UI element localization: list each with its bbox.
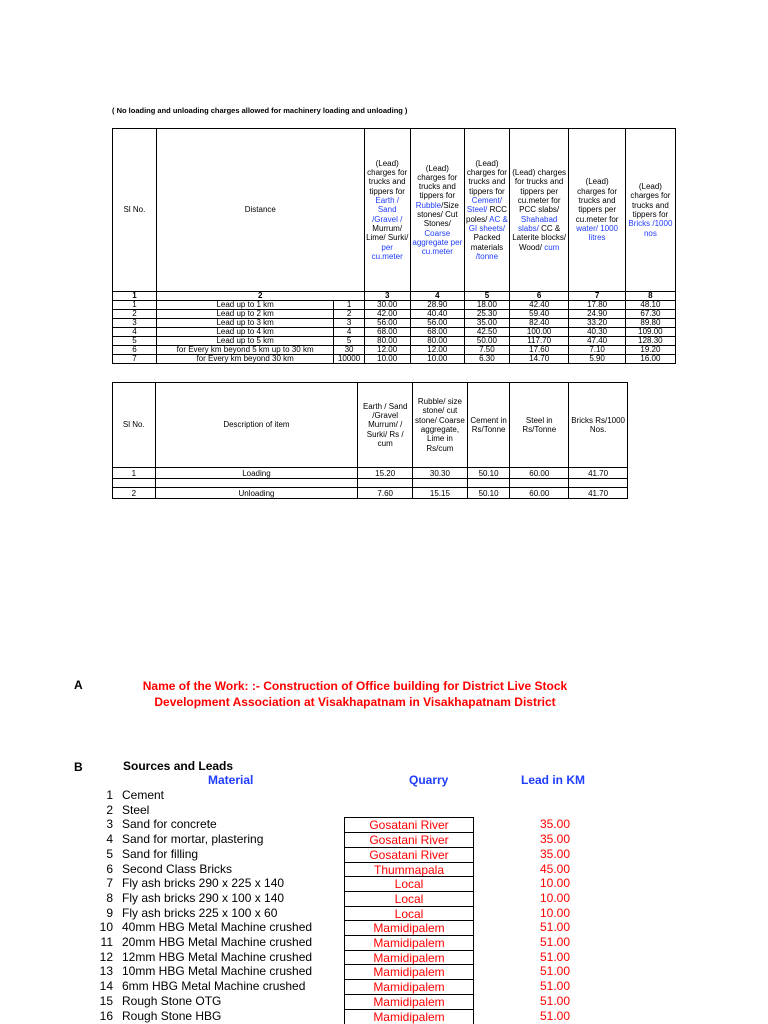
list-item bbox=[0, 906, 768, 921]
material-name: Fly ash bricks 290 x 100 x 140 bbox=[122, 890, 285, 905]
spacer-cell bbox=[413, 479, 468, 488]
section-a-letter: A bbox=[74, 678, 83, 692]
item-number: 5 bbox=[106, 846, 113, 861]
quarry-name: Thummapala bbox=[344, 862, 474, 877]
quarry-name: Gosatani River bbox=[344, 832, 474, 847]
header-col3 bbox=[364, 129, 410, 292]
spacer-cell bbox=[155, 479, 358, 488]
material-name: Fly ash bricks 290 x 225 x 140 bbox=[122, 876, 285, 891]
list-item bbox=[0, 964, 768, 979]
item-number: 11 bbox=[100, 935, 113, 949]
header-col8 bbox=[625, 129, 675, 292]
spacer-cell bbox=[510, 479, 569, 488]
header-col4-text: (Lead) charges for trucks and tippers for bbox=[417, 163, 458, 201]
cell-si: 5 bbox=[113, 337, 157, 346]
header-col3-blue: Earth / Sand /Gravel / bbox=[372, 196, 403, 224]
header-cement: Cement in Rs/Tonne bbox=[467, 383, 510, 468]
cell-km: 1 bbox=[334, 301, 364, 310]
cell-v6: 42.40 bbox=[509, 301, 569, 310]
list-item bbox=[0, 1009, 768, 1024]
cell-si: 7 bbox=[113, 355, 157, 364]
cell-v7: 40.30 bbox=[569, 328, 625, 337]
header-col7-blue: water/ 1000 litres bbox=[576, 223, 618, 243]
item-number: 10 bbox=[99, 920, 113, 935]
cell-dist: Lead up to 2 km bbox=[156, 310, 334, 319]
cell-km: 10000 bbox=[334, 355, 364, 364]
column-number: 3 bbox=[364, 292, 410, 301]
item-number: 15 bbox=[99, 993, 113, 1008]
spacer-row bbox=[113, 479, 628, 488]
quarry-name: Local bbox=[344, 891, 474, 906]
item-number: 4 bbox=[106, 832, 113, 847]
header-col3-text: (Lead) charges for trucks and tippers for bbox=[367, 158, 408, 196]
cell-dist: Lead up to 1 km bbox=[156, 301, 334, 310]
work-name bbox=[110, 678, 600, 710]
cell-km: 4 bbox=[334, 328, 364, 337]
header-rubble: Rubble/ size stone/ cut stone/ Coarse aggregate, Lime in Rs/cum bbox=[413, 383, 468, 468]
material-name: 10mm HBG Metal Machine crushed bbox=[122, 964, 313, 979]
cell-km: 3 bbox=[334, 319, 364, 328]
item-number: 9 bbox=[106, 905, 113, 920]
cell-v5: 25.30 bbox=[464, 310, 509, 319]
header-steel: Steel in Rs/Tonne bbox=[510, 383, 569, 468]
cell-v6: 82.40 bbox=[509, 319, 569, 328]
header-col6-text2: CC & Laterite blocks/ Wood/ bbox=[512, 223, 567, 252]
cell-v8: 19.20 bbox=[625, 346, 675, 355]
table-row bbox=[113, 355, 676, 364]
quarry-name: Mamidipalem bbox=[344, 920, 474, 935]
spacer-cell bbox=[113, 479, 156, 488]
item-number: 3 bbox=[106, 817, 113, 832]
cell-si: 3 bbox=[113, 319, 157, 328]
cell-description: Unloading bbox=[155, 488, 358, 499]
spacer-cell bbox=[358, 479, 413, 488]
cell-v3: 68.00 bbox=[364, 328, 410, 337]
list-item bbox=[0, 803, 768, 818]
header-col8-text: (Lead) charges for trucks and tippers for bbox=[630, 182, 671, 219]
quarry-name: Mamidipalem bbox=[344, 1009, 474, 1024]
item-number: 2 bbox=[106, 802, 113, 817]
item-number: 8 bbox=[106, 890, 113, 905]
material-name: Sand for concrete bbox=[122, 817, 217, 832]
column-number: 6 bbox=[509, 292, 569, 301]
list-item bbox=[0, 891, 768, 906]
cell-v4: 12.00 bbox=[410, 346, 464, 355]
cell-si: 2 bbox=[113, 310, 157, 319]
cell-value: 60.00 bbox=[510, 488, 569, 499]
quarry-name: Local bbox=[344, 906, 474, 921]
list-item bbox=[0, 817, 768, 832]
machinery-note: ( No loading and unloading charges allowed for machinery loading and unloading ) bbox=[112, 106, 408, 115]
lead-km: 51.00 bbox=[539, 964, 570, 979]
quarry-name: Mamidipalem bbox=[344, 935, 474, 950]
cell-v7: 17.80 bbox=[569, 301, 625, 310]
header-si: Sl No. bbox=[113, 383, 156, 468]
lead-km: 10.00 bbox=[539, 876, 570, 891]
item-number: 1 bbox=[106, 788, 113, 802]
lead-km: 51.00 bbox=[539, 979, 570, 994]
header-col7 bbox=[569, 129, 625, 292]
material-name: Cement bbox=[122, 788, 165, 802]
cell-v8: 89.80 bbox=[625, 319, 675, 328]
lead-charges-table bbox=[112, 128, 676, 364]
header-col4-text2: /Size stones/ Cut Stones/ bbox=[417, 200, 459, 229]
material-name: Rough Stone HBG bbox=[122, 1008, 222, 1023]
cell-v5: 50.00 bbox=[464, 337, 509, 346]
cell-v4: 68.00 bbox=[410, 328, 464, 337]
lead-km: 10.00 bbox=[539, 890, 570, 905]
header-col5-blue: Cement/ Steel/ bbox=[466, 196, 503, 215]
quarry-name: Gosatani River bbox=[344, 817, 474, 832]
lead-table-header bbox=[113, 129, 676, 292]
material-name: Second Class Bricks bbox=[122, 861, 233, 876]
list-item bbox=[0, 979, 768, 994]
header-col5-blue2: AC & GI sheets/ bbox=[468, 214, 508, 233]
header-col6 bbox=[509, 129, 569, 292]
list-item bbox=[0, 832, 768, 847]
work-name-line2: Development Association at Visakhapatnam in Visakhapatnam District bbox=[154, 695, 556, 709]
material-name: Rough Stone OTG bbox=[122, 993, 222, 1008]
header-col4-blue2: Coarse aggregate per cu.meter bbox=[412, 228, 463, 257]
cell-v5: 6.30 bbox=[464, 355, 509, 364]
header-col6-blue2: cum bbox=[544, 242, 560, 252]
cell-value: 7.60 bbox=[358, 488, 413, 499]
cell-v5: 35.00 bbox=[464, 319, 509, 328]
material-name: Sand for mortar, plastering bbox=[122, 832, 264, 847]
column-number: 5 bbox=[464, 292, 509, 301]
cell-v3: 10.00 bbox=[364, 355, 410, 364]
item-number: 14 bbox=[99, 979, 113, 994]
cell-v8: 48.10 bbox=[625, 301, 675, 310]
cell-dist: Lead up to 4 km bbox=[156, 328, 334, 337]
work-name-line1: Name of the Work: :- Construction of Office building for District Live Stock bbox=[142, 679, 568, 693]
cell-si: 2 bbox=[113, 488, 156, 499]
header-col5-text2: RCC poles/ bbox=[466, 205, 507, 224]
cell-dist: for Every km beyond 30 km bbox=[156, 355, 334, 364]
cell-v5: 7.50 bbox=[464, 346, 509, 355]
cell-description: Loading bbox=[155, 468, 358, 479]
header-bricks: Bricks Rs/1000 Nos. bbox=[569, 383, 628, 468]
cell-value: 50.10 bbox=[467, 468, 510, 479]
spacer-cell bbox=[467, 479, 510, 488]
header-col5-blue3: /tonne bbox=[475, 251, 499, 261]
cell-si: 4 bbox=[113, 328, 157, 337]
lead-km: 51.00 bbox=[539, 920, 570, 935]
list-item bbox=[0, 920, 768, 935]
cell-dist: Lead up to 3 km bbox=[156, 319, 334, 328]
table-row bbox=[113, 488, 628, 499]
cell-v6: 17.60 bbox=[509, 346, 569, 355]
column-number: 8 bbox=[625, 292, 675, 301]
cell-v5: 42.50 bbox=[464, 328, 509, 337]
cell-v8: 109.00 bbox=[625, 328, 675, 337]
material-column-header: Material bbox=[208, 773, 254, 787]
cell-v7: 47.40 bbox=[569, 337, 625, 346]
list-item bbox=[0, 876, 768, 891]
list-item bbox=[0, 847, 768, 862]
lead-km: 45.00 bbox=[539, 861, 570, 876]
cell-dist: for Every km beyond 5 km up to 30 km bbox=[156, 346, 334, 355]
lead-km: 51.00 bbox=[539, 949, 570, 964]
lead-km: 51.00 bbox=[539, 935, 570, 949]
cell-v4: 10.00 bbox=[410, 355, 464, 364]
section-b-letter: B bbox=[74, 760, 83, 774]
column-number: 7 bbox=[569, 292, 625, 301]
lead-km: 10.00 bbox=[539, 905, 570, 920]
header-col6-text: (Lead) charges for trucks and tippers per cu.meter for PCC slabs/ bbox=[512, 168, 567, 215]
item-number: 7 bbox=[106, 876, 113, 891]
cell-si: 6 bbox=[113, 346, 157, 355]
header-col4 bbox=[410, 129, 464, 292]
header-col7-text: (Lead) charges for trucks and tippers per cu.meter for bbox=[575, 177, 619, 224]
list-item bbox=[0, 788, 768, 803]
material-name: 40mm HBG Metal Machine crushed bbox=[122, 920, 313, 935]
cell-v4: 40.40 bbox=[410, 310, 464, 319]
cell-si: 1 bbox=[113, 468, 156, 479]
item-number: 13 bbox=[99, 964, 113, 979]
loading-charges-table bbox=[112, 382, 628, 499]
item-number: 6 bbox=[106, 861, 113, 876]
header-col4-blue: Rubble bbox=[415, 200, 442, 210]
header-earth: Earth / Sand /Gravel Murrum/ / Surki/ Rs / cum bbox=[358, 383, 413, 468]
header-col3-blue2: per cu.meter bbox=[371, 242, 403, 261]
material-name: Fly ash bricks 225 x 100 x 60 bbox=[122, 905, 278, 920]
cell-v4: 80.00 bbox=[410, 337, 464, 346]
cell-v8: 16.00 bbox=[625, 355, 675, 364]
cell-km: 5 bbox=[334, 337, 364, 346]
cell-value: 15.20 bbox=[358, 468, 413, 479]
quarry-name: Local bbox=[344, 876, 474, 891]
cell-value: 41.70 bbox=[569, 488, 628, 499]
sources-leads-title: Sources and Leads bbox=[123, 759, 234, 773]
lead-km: 35.00 bbox=[539, 832, 570, 847]
column-number: 1 bbox=[113, 292, 157, 301]
header-col5-text: (Lead) charges for trucks and tippers for bbox=[466, 158, 507, 196]
cell-v7: 5.90 bbox=[569, 355, 625, 364]
cell-v8: 128.30 bbox=[625, 337, 675, 346]
item-number: 12 bbox=[99, 949, 113, 964]
quarry-name: Gosatani River bbox=[344, 847, 474, 862]
material-name: 12mm HBG Metal Machine crushed bbox=[122, 949, 313, 964]
cell-v6: 59.40 bbox=[509, 310, 569, 319]
cell-v3: 12.00 bbox=[364, 346, 410, 355]
list-item bbox=[0, 950, 768, 965]
quarry-name: Mamidipalem bbox=[344, 964, 474, 979]
header-distance: Distance bbox=[156, 129, 364, 292]
list-item bbox=[0, 862, 768, 877]
list-item bbox=[0, 935, 768, 950]
cell-v6: 117.70 bbox=[509, 337, 569, 346]
cell-v3: 30.00 bbox=[364, 301, 410, 310]
cell-v6: 14.70 bbox=[509, 355, 569, 364]
cell-value: 15.15 bbox=[413, 488, 468, 499]
cell-si: 1 bbox=[113, 301, 157, 310]
lead-km: 35.00 bbox=[539, 846, 570, 861]
lead-km: 51.00 bbox=[539, 993, 570, 1008]
cell-v4: 56.00 bbox=[410, 319, 464, 328]
header-description: Description of item bbox=[155, 383, 358, 468]
quarry-column-header: Quarry bbox=[409, 773, 449, 787]
cell-km: 30 bbox=[334, 346, 364, 355]
cell-km: 2 bbox=[334, 310, 364, 319]
cell-v7: 7.10 bbox=[569, 346, 625, 355]
cell-v3: 80.00 bbox=[364, 337, 410, 346]
lead-km: 51.00 bbox=[539, 1008, 570, 1023]
header-col5 bbox=[464, 129, 509, 292]
material-name: 20mm HBG Metal Machine crushed bbox=[122, 935, 313, 949]
quarry-name: Mamidipalem bbox=[344, 950, 474, 965]
cell-value: 60.00 bbox=[510, 468, 569, 479]
cell-v7: 24.90 bbox=[569, 310, 625, 319]
table-row bbox=[113, 468, 628, 479]
cell-v3: 56.00 bbox=[364, 319, 410, 328]
cell-dist: Lead up to 5 km bbox=[156, 337, 334, 346]
header-si: Sl No. bbox=[113, 129, 157, 292]
material-name: Sand for filling bbox=[122, 846, 199, 861]
lead-column-header: Lead in KM bbox=[521, 773, 586, 787]
spacer-cell bbox=[569, 479, 628, 488]
header-col5-text3: Packed materials bbox=[470, 233, 504, 252]
cell-v5: 18.00 bbox=[464, 301, 509, 310]
column-number: 4 bbox=[410, 292, 464, 301]
lead-km: 35.00 bbox=[539, 817, 570, 832]
cell-v7: 33.20 bbox=[569, 319, 625, 328]
cell-v3: 42.00 bbox=[364, 310, 410, 319]
cell-v6: 100.00 bbox=[509, 328, 569, 337]
cell-value: 30.30 bbox=[413, 468, 468, 479]
cell-value: 50.10 bbox=[467, 488, 510, 499]
item-number: 16 bbox=[99, 1008, 113, 1023]
quarry-name: Mamidipalem bbox=[344, 994, 474, 1009]
material-name: 6mm HBG Metal Machine crushed bbox=[122, 979, 306, 994]
loading-table-header bbox=[113, 383, 628, 468]
list-item bbox=[0, 994, 768, 1009]
material-name: Steel bbox=[122, 802, 150, 817]
header-col8-blue: Bricks /1000 nos bbox=[628, 219, 673, 238]
cell-value: 41.70 bbox=[569, 468, 628, 479]
header-col6-blue: Shahabad slabs/ bbox=[518, 214, 558, 233]
header-col3-text2: Murrum/ Lime/ Surki/ bbox=[366, 223, 409, 243]
quarry-name: Mamidipalem bbox=[344, 979, 474, 994]
column-number: 2 bbox=[156, 292, 364, 301]
cell-v4: 28.90 bbox=[410, 301, 464, 310]
cell-v8: 67.30 bbox=[625, 310, 675, 319]
